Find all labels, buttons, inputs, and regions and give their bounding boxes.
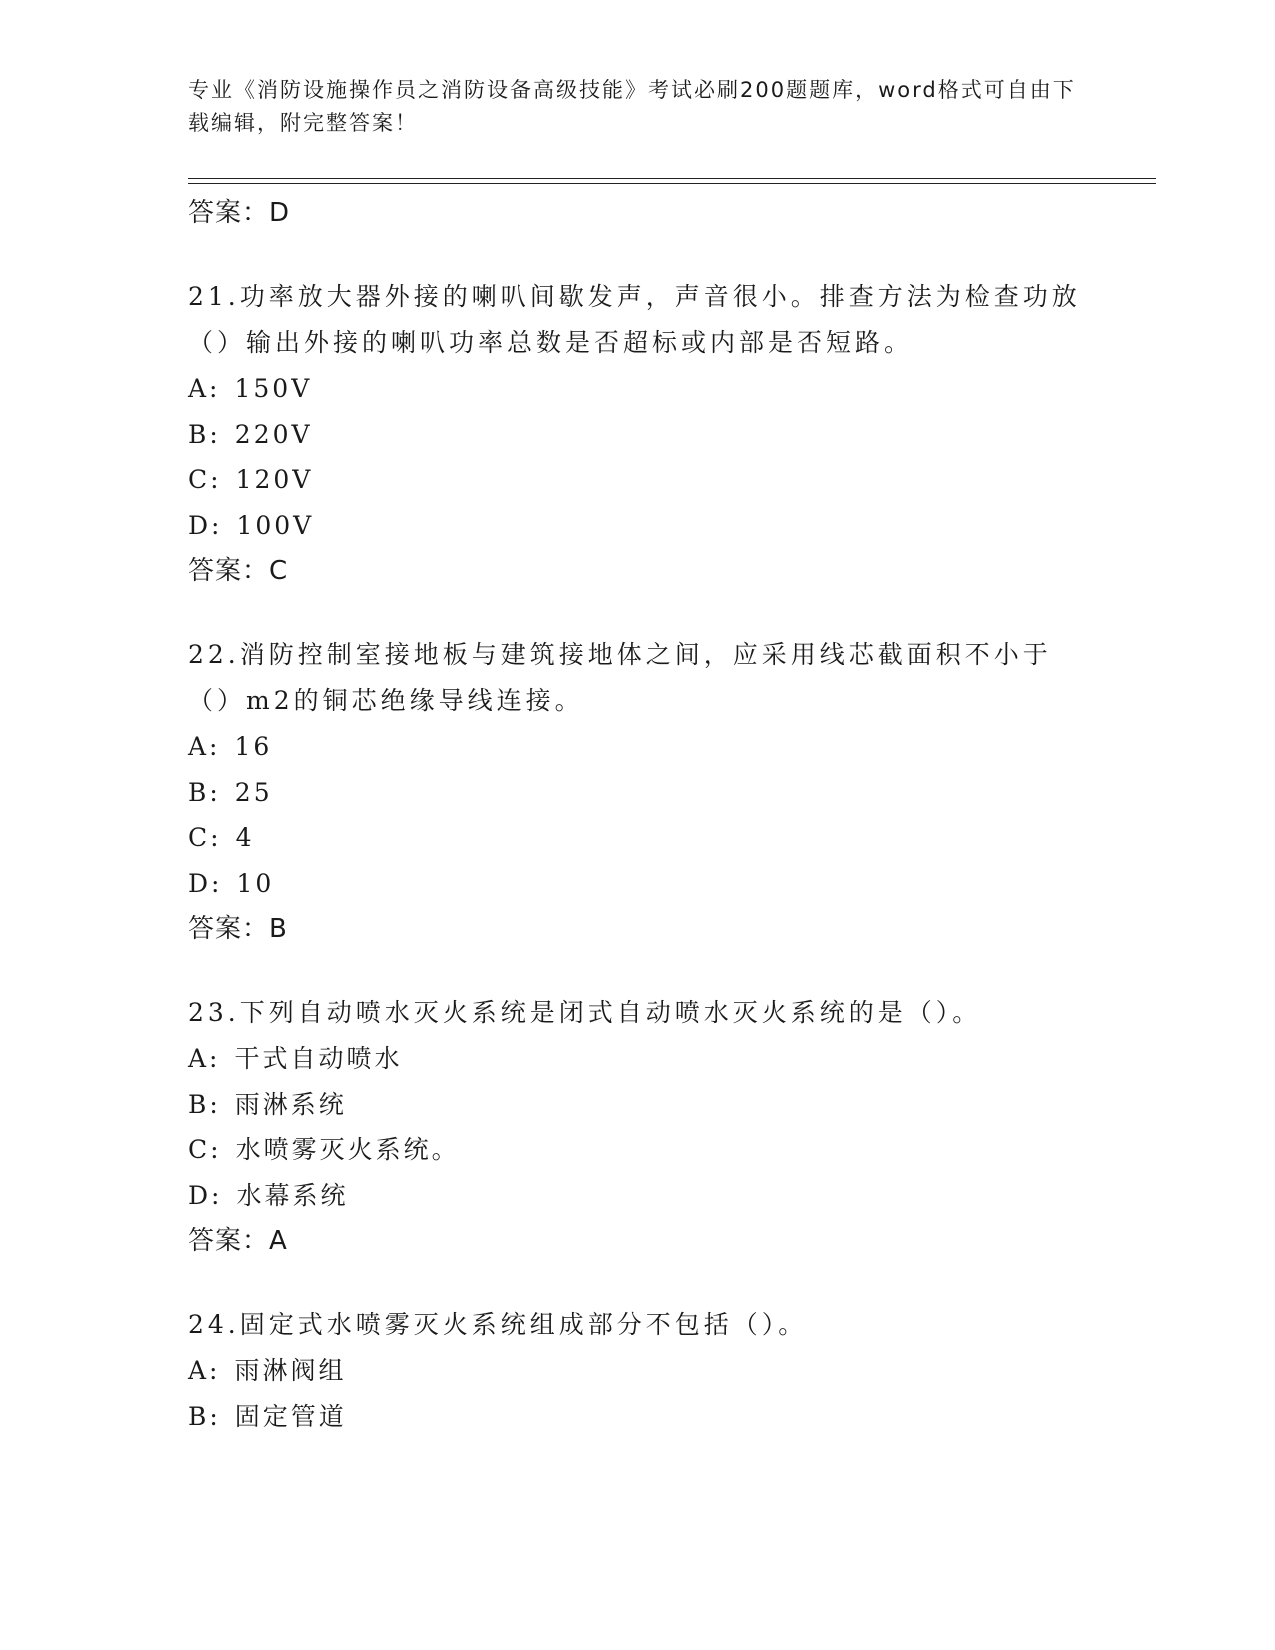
question-22 [188,632,1088,952]
option-text: 150V [234,374,313,403]
option-letter: B: [188,1089,221,1119]
question-text: 21.功率放大器外接的喇叭间歇发声，声音很小。排查方法为检查功放（）输出外接的喇叭功率总数是否超标或内部是否短路。 [188,282,1081,357]
document-content [188,190,1088,1439]
option-letter: C: [188,1135,222,1164]
option-b [188,1394,1088,1440]
option-d [188,861,1088,907]
option-letter: B: [188,777,221,807]
option-letter: A: [188,732,221,761]
header-divider-top [188,178,1156,179]
option-letter: B: [188,419,221,449]
option-letter: A: [188,1044,221,1073]
option-text: 16 [234,732,273,761]
option-text: 4 [235,823,255,852]
option-d [188,503,1088,549]
option-b [188,412,1088,458]
option-b [188,770,1088,816]
option-text: 雨淋系统 [234,1089,347,1119]
option-b [188,1082,1088,1128]
option-letter: B: [188,1401,221,1431]
document-header: 专业《消防设施操作员之消防设备高级技能》考试必刷200题题库，word格式可自由下载编辑，附完整答案！ [188,78,1076,135]
option-text: 10 [236,868,275,898]
answer-line: 答案：C [188,556,289,586]
option-c [188,1127,1088,1173]
question-text: 22.消防控制室接地板与建筑接地体之间，应采用线芯截面积不小于（）m2的铜芯绝缘导线连接。 [188,640,1052,715]
option-d [188,1173,1088,1219]
question-23 [188,990,1088,1264]
answer-line: 答案：A [188,1226,288,1256]
option-a [188,366,1088,412]
answer-line: 答案：B [188,914,288,944]
option-a [188,1348,1088,1394]
option-letter: A: [188,1356,221,1385]
header-divider-bottom [188,183,1156,184]
question-text: 23.下列自动喷水灭火系统是闭式自动喷水灭火系统的是（）。 [188,998,982,1027]
option-a [188,1036,1088,1082]
option-c [188,815,1088,861]
option-letter: D: [188,510,223,540]
option-a [188,724,1088,770]
option-text: 100V [236,510,315,540]
answer-line: 答案：D [188,198,291,228]
option-letter: C: [188,823,222,852]
option-c [188,457,1088,503]
option-text: 水喷雾灭火系统。 [235,1135,460,1164]
option-letter: C: [188,465,222,494]
question-24 [188,1302,1088,1439]
option-text: 25 [234,777,273,807]
question-21 [188,274,1088,594]
option-letter: A: [188,374,221,403]
question-text: 24.固定式水喷雾灭火系统组成部分不包括（）。 [188,1310,808,1339]
option-text: 水幕系统 [236,1180,349,1210]
option-text: 固定管道 [234,1401,347,1431]
option-text: 干式自动喷水 [234,1044,403,1073]
option-letter: D: [188,1180,223,1210]
option-text: 雨淋阀组 [234,1356,347,1385]
option-letter: D: [188,868,223,898]
option-text: 220V [234,419,313,449]
option-text: 120V [235,465,314,494]
